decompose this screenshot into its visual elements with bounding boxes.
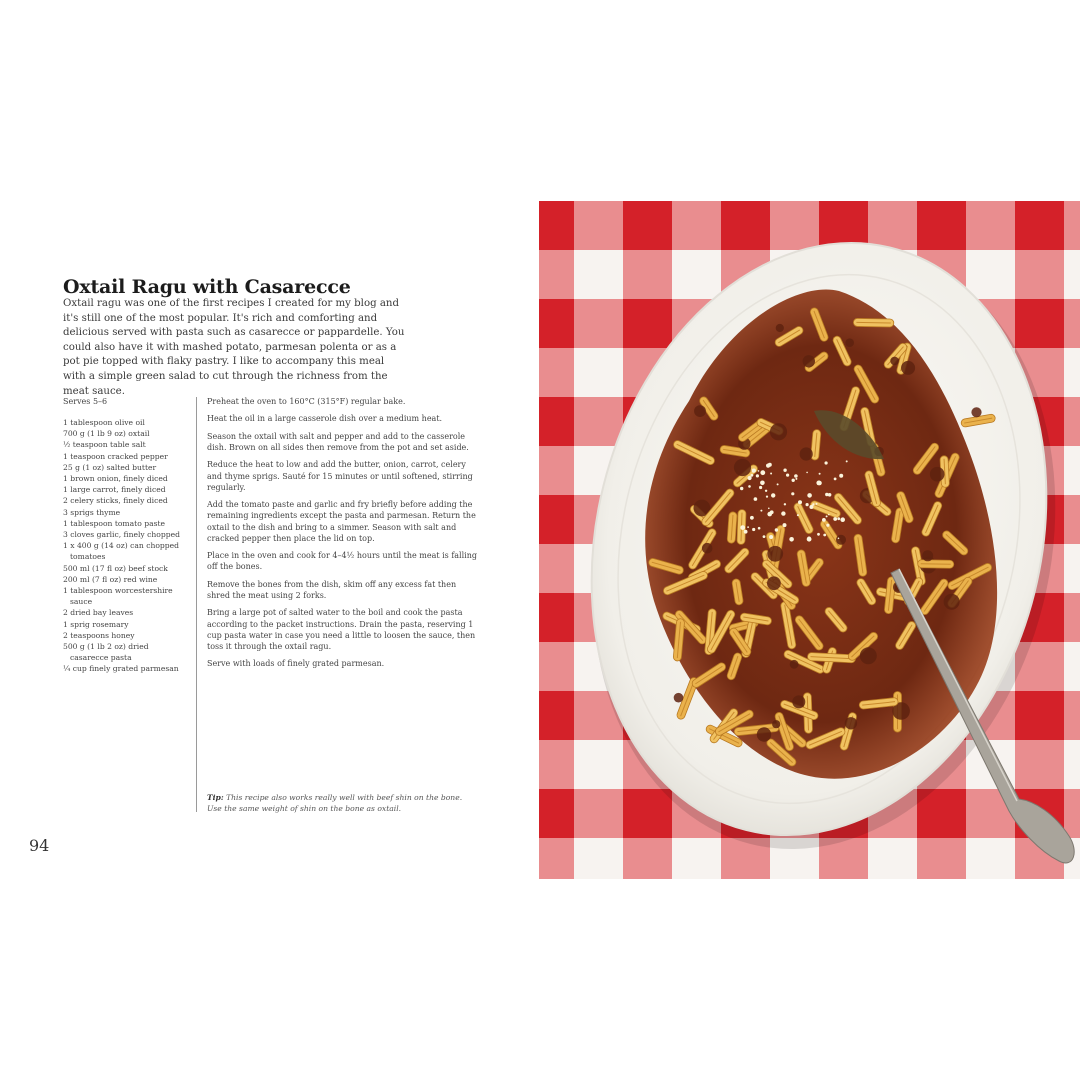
parmesan-flake (740, 525, 745, 530)
parmesan-flake (783, 469, 786, 472)
ingredient-item: 700 g (1 lb 9 oz) oxtail (63, 429, 150, 439)
parmesan-flake (760, 510, 762, 512)
meat-chunk (803, 355, 815, 367)
parmesan-flake (740, 487, 743, 490)
parmesan-flake (812, 503, 814, 505)
parmesan-flake (846, 460, 848, 462)
parmesan-flake (833, 517, 837, 521)
parmesan-flake (747, 526, 749, 528)
parmesan-flake (826, 524, 829, 527)
parmesan-flake (825, 461, 828, 464)
parmesan-flake (769, 535, 773, 539)
parmesan-flake (768, 463, 772, 467)
parmesan-flake (826, 515, 828, 517)
ingredient-item: 1 sprig rosemary (63, 619, 129, 629)
ingredient-item: ¼ cup finely grated parmesan (63, 664, 179, 674)
meat-chunk (702, 543, 713, 554)
ingredient-item: 1 teaspoon cracked pepper (63, 451, 168, 461)
method-step: Remove the bones from the dish, skim off any excess fat then shred the meat using 2 forks. (207, 579, 457, 600)
meat-chunk (901, 361, 915, 375)
parmesan-flake (809, 505, 813, 509)
method-step: Reduce the heat to low and add the butter, onion, carrot, celery and thyme sprigs. Sauté for 15 minutes or until softened, stirring regularly. (207, 460, 473, 492)
meat-chunk (792, 695, 805, 708)
meat-chunk (694, 405, 706, 417)
parmesan-flake (819, 473, 821, 475)
ingredients-list (63, 417, 188, 675)
parmesan-flake (766, 496, 768, 498)
meat-chunk (772, 720, 780, 728)
parmesan-flake (758, 527, 761, 530)
parmesan-flake (823, 534, 826, 537)
parmesan-flake (783, 523, 787, 527)
parmesan-flake (744, 530, 748, 534)
parmesan-flake (752, 468, 756, 472)
method-step: Preheat the oven to 160°C (315°F) regular bake. (207, 397, 406, 406)
parmesan-flake (837, 517, 840, 520)
parmesan-flake (822, 518, 826, 522)
meat-chunk (674, 693, 684, 703)
method-step: Bring a large pot of salted water to the boil and cook the pasta according to the packet instructions. Drain the pasta, reserving 1 cup pasta water in case you need a little to loosen the sauce, then toss it through the oxtail ragu. (207, 608, 476, 651)
page-number: 94 (29, 836, 50, 855)
meat-chunk (922, 550, 933, 561)
meat-chunk (845, 338, 854, 347)
meat-chunk (930, 467, 945, 482)
parmesan-flake (750, 516, 754, 520)
parmesan-flake (763, 535, 766, 538)
recipe-tip (207, 792, 477, 814)
parmesan-flake (794, 474, 798, 478)
ingredient-item: 2 celery sticks, finely diced (63, 496, 168, 506)
pasta-piece (853, 318, 894, 327)
method-step: Heat the oil in a large casserole dish over a medium heat. (207, 414, 443, 424)
tip-text: This recipe also works really well with beef shin on the bone. Use the same weight of shin on the bone as oxtail. (207, 793, 463, 813)
parmesan-flake (816, 481, 821, 486)
ingredient-item: 1 tablespoon tomato paste (63, 518, 166, 528)
method-step: Add the tomato paste and garlic and fry briefly before adding the remaining ingredients except the pasta and parmesan. Return the oxtail to the dish and bring to a simmer. Season with salt and cracked pepper then place the lid on top. (207, 500, 476, 543)
parmesan-flake (792, 479, 795, 482)
parmesan-flake (754, 497, 758, 501)
parmesan-flake (789, 537, 794, 542)
recipe-intro: Oxtail ragu was one of the first recipes I created for my blog and it's still one of the most popular. It's rich and comforting and delicious served with pasta such as casarecce or pappardelle. You could also have it with mashed potato, parmesan polenta or as a pot pie topped with flaky pastry. I like to accompany this meal with a simple green salad to cut through the richness from the meat sauce. (63, 298, 405, 397)
pasta-dish-illustration (539, 201, 1080, 879)
method-step: Place in the oven and cook for 4–4½ hours until the meat is falling off the bones. (207, 551, 477, 572)
parmesan-flake (828, 493, 832, 497)
recipe-photo (539, 201, 1080, 879)
ingredient-item: 1 x 400 g (14 oz) can chopped tomatoes (63, 541, 179, 562)
parmesan-flake (768, 508, 770, 510)
ingredient-item: 2 teaspoons honey (63, 630, 135, 640)
ingredient-item: 1 tablespoon olive oil (63, 418, 145, 427)
meat-chunk (757, 727, 771, 741)
parmesan-flake (828, 514, 830, 516)
ingredient-item: 25 g (1 oz) salted butter (63, 462, 157, 472)
parmesan-flake (771, 493, 775, 497)
ingredient-item: 500 ml (17 fl oz) beef stock (63, 563, 168, 573)
meat-chunk (770, 423, 787, 440)
meat-chunk (836, 535, 846, 545)
parmesan-flake (758, 470, 760, 472)
meat-chunk (790, 660, 799, 669)
parmesan-flake (807, 537, 811, 541)
column-divider (196, 397, 197, 812)
meat-chunk (845, 717, 857, 729)
ingredient-item: 1 tablespoon worcestershire sauce (63, 586, 173, 607)
parmesan-flake (760, 470, 765, 475)
parmesan-flake (817, 533, 820, 536)
meat-chunk (800, 447, 813, 460)
method-step: Season the oxtail with salt and pepper and add to the casserole dish. Brown on all sides then remove from the pot and set aside. (207, 431, 469, 452)
parmesan-flake (777, 483, 779, 485)
method-steps (207, 396, 477, 676)
parmesan-flake (760, 481, 765, 486)
parmesan-flake (765, 490, 767, 492)
parmesan-flake (838, 538, 840, 540)
parmesan-flake (834, 478, 837, 481)
parmesan-flake (775, 528, 778, 531)
recipe-title: Oxtail Ragu with Casarecce (63, 275, 351, 298)
parmesan-flake (756, 474, 759, 477)
ingredient-item: 3 sprigs thyme (63, 507, 121, 517)
meat-chunk (776, 324, 784, 332)
ingredient-item: 500 g (1 lb 2 oz) dried casarecce pasta (63, 642, 149, 663)
parmesan-flake (806, 503, 809, 506)
meat-chunk (734, 459, 751, 476)
parmesan-flake (839, 474, 843, 478)
meat-chunk (971, 407, 981, 417)
ingredient-item: 1 large carrot, finely diced (63, 485, 166, 495)
parmesan-flake (751, 474, 754, 477)
parmesan-flake (797, 514, 799, 516)
parmesan-flake (795, 478, 797, 480)
parmesan-flake (807, 493, 812, 498)
meat-chunk (944, 594, 960, 610)
pasta-piece (727, 512, 737, 544)
parmesan-flake (784, 503, 786, 505)
parmesan-flake (791, 492, 794, 495)
method-step: Serve with loads of finely grated parmesan. (207, 659, 385, 669)
parmesan-flake (770, 473, 772, 475)
parmesan-flake (770, 510, 774, 514)
parmesan-flake (806, 472, 808, 474)
parmesan-flake (748, 476, 752, 480)
meat-chunk (767, 546, 783, 562)
pasta-piece (918, 560, 954, 569)
parmesan-flake (816, 503, 818, 505)
meat-chunk (890, 357, 899, 366)
meat-chunk (767, 576, 781, 590)
ingredient-item: ½ teaspoon table salt (63, 440, 146, 450)
parmesan-flake (781, 511, 785, 515)
parmesan-flake (840, 517, 845, 522)
ingredient-item: 3 cloves garlic, finely chopped (63, 530, 180, 540)
ingredient-item: 2 dried bay leaves (63, 608, 134, 618)
tip-label: Tip: (207, 793, 224, 802)
parmesan-flake (748, 485, 751, 488)
parmesan-flake (786, 474, 789, 477)
parmesan-flake (759, 486, 762, 489)
ingredient-item: 1 brown onion, finely diced (63, 474, 168, 484)
ingredient-item: 200 ml (7 fl oz) red wine (63, 574, 158, 584)
parmesan-flake (798, 500, 802, 504)
meat-chunk (860, 647, 877, 664)
parmesan-flake (752, 528, 755, 531)
serves-label: Serves 5–6 (63, 397, 108, 406)
